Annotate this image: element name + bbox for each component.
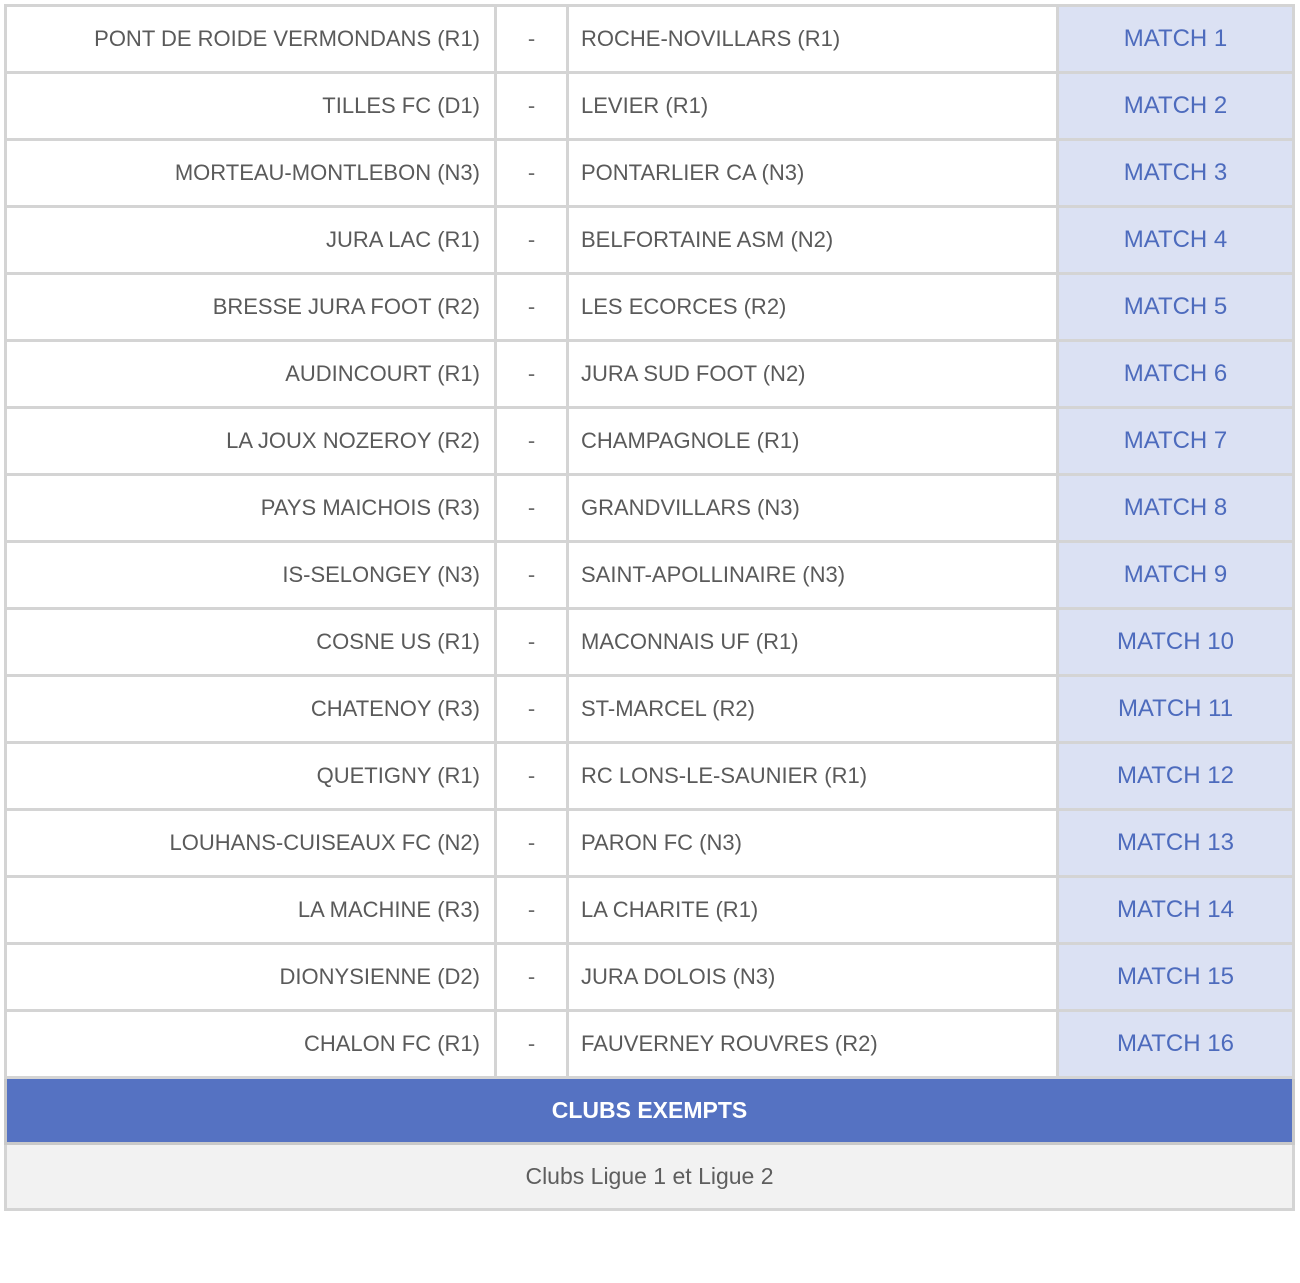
match-row	[6, 609, 1294, 676]
match-separator: -	[496, 140, 568, 207]
match-separator: -	[496, 341, 568, 408]
match-row	[6, 475, 1294, 542]
match-label: MATCH 16	[1058, 1011, 1294, 1078]
match-label: MATCH 15	[1058, 944, 1294, 1011]
match-separator: -	[496, 676, 568, 743]
home-team: LA JOUX NOZEROY (R2)	[6, 408, 496, 475]
match-rows	[6, 6, 1294, 1078]
away-team: RC LONS-LE-SAUNIER (R1)	[568, 743, 1058, 810]
match-label: MATCH 8	[1058, 475, 1294, 542]
match-separator: -	[496, 6, 568, 73]
match-separator: -	[496, 542, 568, 609]
away-team: JURA DOLOIS (N3)	[568, 944, 1058, 1011]
home-team: TILLES FC (D1)	[6, 73, 496, 140]
match-separator: -	[496, 408, 568, 475]
fixtures-table	[4, 4, 1295, 1211]
away-team: LA CHARITE (R1)	[568, 877, 1058, 944]
away-team: GRANDVILLARS (N3)	[568, 475, 1058, 542]
match-label: MATCH 10	[1058, 609, 1294, 676]
match-row	[6, 542, 1294, 609]
match-row	[6, 944, 1294, 1011]
match-separator: -	[496, 743, 568, 810]
home-team: CHATENOY (R3)	[6, 676, 496, 743]
match-row	[6, 73, 1294, 140]
match-separator: -	[496, 73, 568, 140]
home-team: MORTEAU-MONTLEBON (N3)	[6, 140, 496, 207]
match-label: MATCH 7	[1058, 408, 1294, 475]
away-team: BELFORTAINE ASM (N2)	[568, 207, 1058, 274]
match-separator: -	[496, 1011, 568, 1078]
match-label: MATCH 2	[1058, 73, 1294, 140]
match-separator: -	[496, 274, 568, 341]
away-team: CHAMPAGNOLE (R1)	[568, 408, 1058, 475]
match-row	[6, 1011, 1294, 1078]
away-team: PARON FC (N3)	[568, 810, 1058, 877]
match-separator: -	[496, 609, 568, 676]
exempt-body-row	[6, 1144, 1294, 1210]
away-team: ST-MARCEL (R2)	[568, 676, 1058, 743]
home-team: PAYS MAICHOIS (R3)	[6, 475, 496, 542]
match-separator: -	[496, 810, 568, 877]
match-row	[6, 877, 1294, 944]
home-team: QUETIGNY (R1)	[6, 743, 496, 810]
match-label: MATCH 5	[1058, 274, 1294, 341]
away-team: ROCHE-NOVILLARS (R1)	[568, 6, 1058, 73]
match-label: MATCH 11	[1058, 676, 1294, 743]
match-label: MATCH 4	[1058, 207, 1294, 274]
match-separator: -	[496, 207, 568, 274]
match-label: MATCH 14	[1058, 877, 1294, 944]
away-team: JURA SUD FOOT (N2)	[568, 341, 1058, 408]
home-team: BRESSE JURA FOOT (R2)	[6, 274, 496, 341]
match-label: MATCH 13	[1058, 810, 1294, 877]
home-team: IS-SELONGEY (N3)	[6, 542, 496, 609]
home-team: JURA LAC (R1)	[6, 207, 496, 274]
match-label: MATCH 9	[1058, 542, 1294, 609]
match-separator: -	[496, 877, 568, 944]
away-team: LEVIER (R1)	[568, 73, 1058, 140]
home-team: COSNE US (R1)	[6, 609, 496, 676]
exempt-section	[6, 1078, 1294, 1210]
home-team: LOUHANS-CUISEAUX FC (N2)	[6, 810, 496, 877]
match-label: MATCH 1	[1058, 6, 1294, 73]
away-team: FAUVERNEY ROUVRES (R2)	[568, 1011, 1058, 1078]
match-separator: -	[496, 475, 568, 542]
home-team: CHALON FC (R1)	[6, 1011, 496, 1078]
match-label: MATCH 12	[1058, 743, 1294, 810]
exempt-text: Clubs Ligue 1 et Ligue 2	[6, 1144, 1294, 1210]
match-row	[6, 207, 1294, 274]
away-team: LES ECORCES (R2)	[568, 274, 1058, 341]
match-label: MATCH 6	[1058, 341, 1294, 408]
match-label: MATCH 3	[1058, 140, 1294, 207]
match-row	[6, 274, 1294, 341]
home-team: AUDINCOURT (R1)	[6, 341, 496, 408]
home-team: LA MACHINE (R3)	[6, 877, 496, 944]
match-row	[6, 408, 1294, 475]
match-separator: -	[496, 944, 568, 1011]
match-row	[6, 341, 1294, 408]
match-row	[6, 810, 1294, 877]
match-row	[6, 140, 1294, 207]
match-row	[6, 676, 1294, 743]
match-row	[6, 743, 1294, 810]
away-team: PONTARLIER CA (N3)	[568, 140, 1058, 207]
home-team: DIONYSIENNE (D2)	[6, 944, 496, 1011]
away-team: SAINT-APOLLINAIRE (N3)	[568, 542, 1058, 609]
fixtures-table-container	[4, 4, 1292, 1211]
match-row	[6, 6, 1294, 73]
home-team: PONT DE ROIDE VERMONDANS (R1)	[6, 6, 496, 73]
exempt-title: CLUBS EXEMPTS	[6, 1078, 1294, 1144]
exempt-header-row	[6, 1078, 1294, 1144]
away-team: MACONNAIS UF (R1)	[568, 609, 1058, 676]
